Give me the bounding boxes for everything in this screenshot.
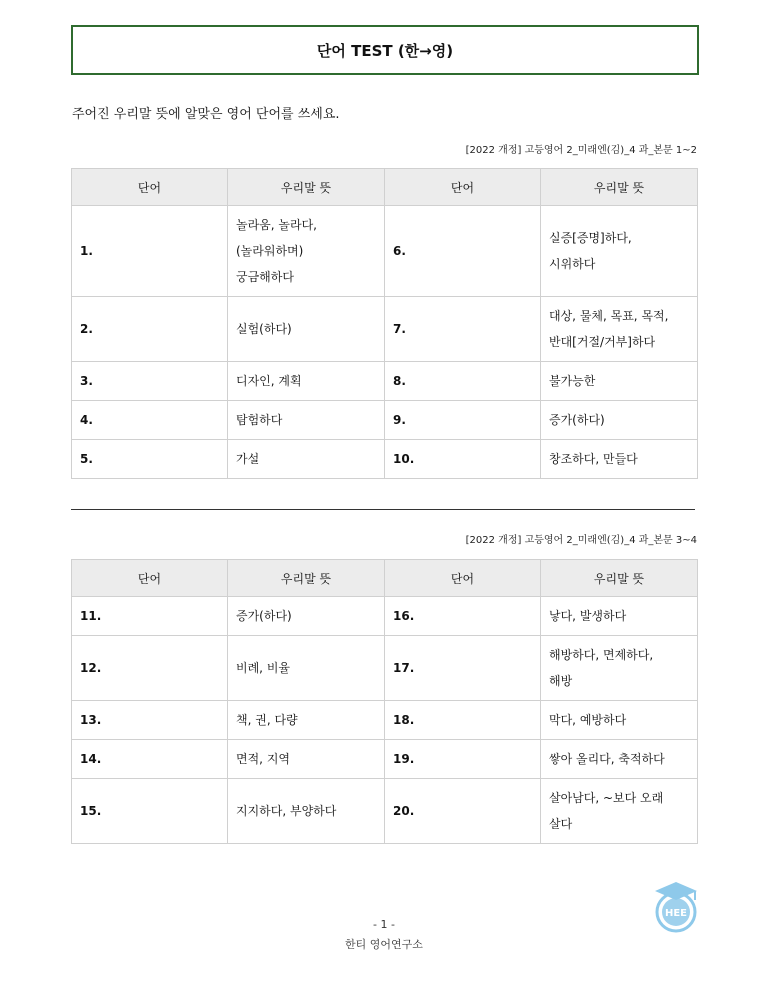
meaning-cell — [541, 701, 698, 740]
word-number: 16. — [385, 597, 541, 636]
header-meaning: 우리말 뜻 — [541, 169, 698, 206]
word-number: 13. — [72, 701, 228, 740]
header-meaning: 우리말 뜻 — [228, 169, 385, 206]
section-divider — [71, 509, 695, 510]
table-row — [72, 440, 698, 479]
meaning-line: 실험(하다) — [236, 322, 292, 336]
meaning-line: 지지하다, 부양하다 — [236, 804, 337, 818]
meaning-cell — [541, 597, 698, 636]
meaning-line: 해방하다, 면제하다, — [549, 648, 654, 662]
word-number: 14. — [72, 740, 228, 779]
meaning-cell — [541, 779, 698, 844]
word-number: 5. — [72, 440, 228, 479]
meaning-line: 막다, 예방하다 — [549, 713, 627, 727]
meaning-cell — [228, 401, 385, 440]
meaning-cell — [228, 440, 385, 479]
word-number: 1. — [72, 206, 228, 297]
meaning-line: 쌓아 올리다, 축적하다 — [549, 752, 665, 766]
word-number: 6. — [385, 206, 541, 297]
vocab-table-1 — [71, 168, 698, 479]
meaning-line: 해방 — [549, 674, 573, 688]
word-number: 20. — [385, 779, 541, 844]
meaning-line: 책, 권, 다량 — [236, 713, 298, 727]
meaning-line: 탐험하다 — [236, 413, 283, 427]
word-number: 18. — [385, 701, 541, 740]
meaning-line: 디자인, 계획 — [236, 374, 302, 388]
source-label-1: [2022 개정] 고등영어 2_미래엔(김)_4 과_본문 1~2 — [465, 145, 697, 156]
meaning-cell — [541, 740, 698, 779]
meaning-line: 증가(하다) — [236, 609, 292, 623]
meaning-line: 살아남다, ~보다 오래 — [549, 791, 664, 805]
table-row — [72, 779, 698, 844]
meaning-line: 실증[증명]하다, — [549, 231, 632, 245]
header-meaning: 우리말 뜻 — [228, 560, 385, 597]
meaning-cell — [541, 440, 698, 479]
instruction-text: 주어진 우리말 뜻에 알맞은 영어 단어를 쓰세요. — [72, 107, 340, 122]
meaning-line: 시위하다 — [549, 257, 596, 271]
meaning-cell — [228, 701, 385, 740]
meaning-cell — [541, 297, 698, 362]
meaning-cell — [228, 636, 385, 701]
word-number: 8. — [385, 362, 541, 401]
word-number: 4. — [72, 401, 228, 440]
meaning-line: 창조하다, 만들다 — [549, 452, 638, 466]
meaning-line: 가설 — [236, 452, 260, 466]
meaning-cell — [228, 740, 385, 779]
word-number: 3. — [72, 362, 228, 401]
meaning-cell — [541, 362, 698, 401]
header-word: 단어 — [72, 560, 228, 597]
meaning-cell — [228, 597, 385, 636]
meaning-line: 낳다, 발생하다 — [549, 609, 627, 623]
word-number: 7. — [385, 297, 541, 362]
meaning-line: (놀라워하며) — [236, 244, 304, 258]
meaning-cell — [228, 779, 385, 844]
table-row — [72, 297, 698, 362]
meaning-cell — [228, 362, 385, 401]
meaning-line: 반대[거절/거부]하다 — [549, 335, 656, 349]
page-title: 단어 TEST (한→영) — [316, 41, 454, 60]
meaning-line: 대상, 물체, 목표, 목적, — [549, 309, 669, 323]
table-row — [72, 701, 698, 740]
organization-name: 한티 영어연구소 — [345, 938, 423, 951]
meaning-line: 살다 — [549, 817, 573, 831]
vocab-table-2 — [71, 559, 698, 844]
graduation-cap-icon — [655, 882, 697, 900]
source-label-2: [2022 개정] 고등영어 2_미래엔(김)_4 과_본문 3~4 — [465, 535, 697, 546]
table-row — [72, 401, 698, 440]
word-number: 15. — [72, 779, 228, 844]
word-number: 10. — [385, 440, 541, 479]
meaning-line: 궁금해하다 — [236, 270, 294, 284]
meaning-line: 불가능한 — [549, 374, 596, 388]
test-title — [71, 25, 699, 75]
header-word: 단어 — [385, 169, 541, 206]
meaning-line: 면적, 지역 — [236, 752, 290, 766]
meaning-line: 놀라움, 놀라다, — [236, 218, 317, 232]
table-row — [72, 740, 698, 779]
header-word: 단어 — [72, 169, 228, 206]
word-number: 2. — [72, 297, 228, 362]
meaning-cell — [541, 401, 698, 440]
logo-text: HEE — [664, 908, 688, 919]
meaning-cell — [541, 636, 698, 701]
word-number: 11. — [72, 597, 228, 636]
table-row — [72, 597, 698, 636]
meaning-cell — [228, 206, 385, 297]
table-row — [72, 206, 698, 297]
meaning-line: 증가(하다) — [549, 413, 605, 427]
page-number: - 1 - — [373, 918, 395, 931]
word-number: 12. — [72, 636, 228, 701]
word-number: 9. — [385, 401, 541, 440]
meaning-cell — [228, 297, 385, 362]
meaning-line: 비례, 비율 — [236, 661, 290, 675]
hee-logo — [651, 880, 701, 934]
word-number: 19. — [385, 740, 541, 779]
table-row — [72, 636, 698, 701]
header-meaning: 우리말 뜻 — [541, 560, 698, 597]
header-word: 단어 — [385, 560, 541, 597]
word-number: 17. — [385, 636, 541, 701]
table-row — [72, 362, 698, 401]
meaning-cell — [541, 206, 698, 297]
